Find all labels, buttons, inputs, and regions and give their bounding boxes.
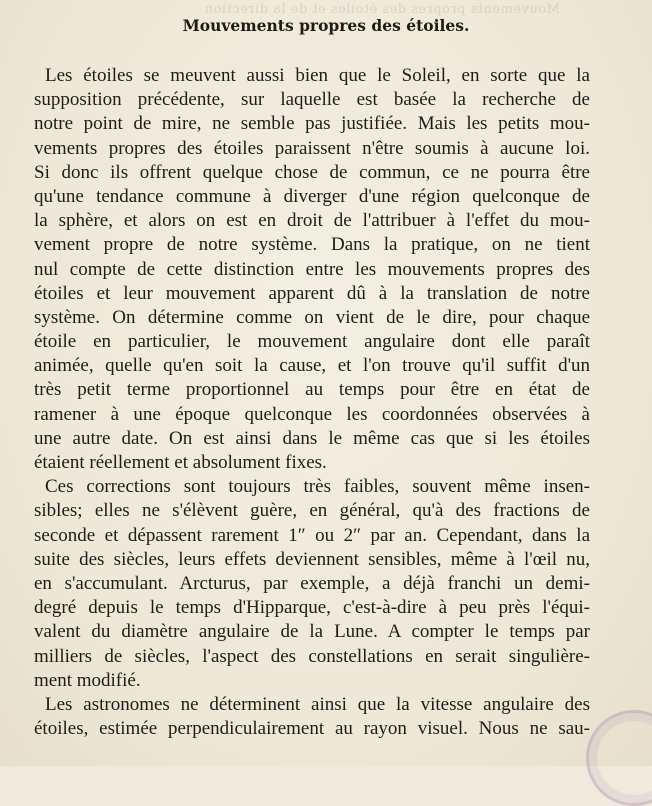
text-line: vement propre de notre système. Dans la pratique, on ne tient bbox=[34, 234, 590, 256]
text-line: la sphère, et alors on est en droit de l'attribuer à l'effet du mou- bbox=[34, 210, 590, 232]
paragraph-3 bbox=[34, 693, 590, 741]
text-line: valent du diamètre angulaire de la Lune. A compter le temps par bbox=[34, 621, 590, 643]
text-line: ment modifié. bbox=[34, 669, 141, 691]
text-line: notre point de mire, ne semble pas justifiée. Mais les petits mou- bbox=[34, 113, 590, 135]
text-line: sibles; elles ne s'élèvent guère, en général, qu'à des fractions de bbox=[34, 500, 590, 522]
text-line: Si donc ils offrent quelque chose de commun, ce ne pourra être bbox=[34, 161, 590, 183]
text-line: ramener à une époque quelconque les coordonnées observées à bbox=[34, 403, 590, 425]
text-line: qu'une tendance commune à diverger d'une région quelconque de bbox=[34, 185, 590, 207]
text-line: étoiles et leur mouvement apparent dû à la translation de notre bbox=[34, 282, 590, 304]
section-title: Mouvements propres des étoiles. bbox=[182, 16, 470, 35]
text-line: en s'accumulant. Arcturus, par exemple, a déjà franchi un demi- bbox=[34, 572, 590, 594]
text-line: nul compte de cette distinction entre les mouvements propres des bbox=[34, 258, 590, 280]
text-line: Les astronomes ne déterminent ainsi que la vitesse angulaire des bbox=[45, 693, 590, 715]
text-line: Les étoiles se meuvent aussi bien que le Soleil, en sorte que la bbox=[45, 65, 590, 86]
text-line: vements propres des étoiles paraissent n'être soumis à aucune loi. bbox=[34, 137, 590, 159]
text-line: animée, quelle qu'en soit la cause, et l'on trouve qu'il suffit d'un bbox=[34, 355, 590, 377]
library-stamp bbox=[586, 710, 652, 806]
paragraph-2 bbox=[34, 475, 590, 693]
text-line: degré depuis le temps d'Hipparque, c'est-à-dire à peu près l'équi- bbox=[34, 597, 590, 619]
text-line: système. On détermine comme on vient de le dire, pour chaque bbox=[34, 306, 590, 328]
text-line: une autre date. On est ainsi dans le même cas que si les étoiles bbox=[34, 427, 590, 449]
text-line: étoiles, estimée perpendiculairement au rayon visuel. Nous ne sau- bbox=[34, 718, 590, 740]
paragraph-1 bbox=[34, 64, 590, 475]
body-text bbox=[34, 64, 590, 741]
text-line: supposition précédente, sur laquelle est basée la recherche de bbox=[34, 89, 590, 111]
text-line: très petit terme proportionnel au temps pour être en état de bbox=[34, 379, 590, 401]
text-line: milliers de siècles, l'aspect des constellations en serait singulière- bbox=[34, 645, 590, 667]
text-line: étoile en particulier, le mouvement angulaire dont elle paraît bbox=[34, 331, 590, 353]
text-line: étaient réellement et absolument fixes. bbox=[34, 452, 327, 473]
show-through-text: Mouvements propres des étoiles et de la direction bbox=[204, 2, 560, 17]
text-line: seconde et dépassent rarement 1″ ou 2″ par an. Cependant, dans la bbox=[34, 524, 590, 546]
text-line: Ces corrections sont toujours très faibles, souvent même insen- bbox=[45, 476, 590, 498]
text-line: suite des siècles, leurs effets deviennent sensibles, même à l'œil nu, bbox=[34, 548, 590, 570]
